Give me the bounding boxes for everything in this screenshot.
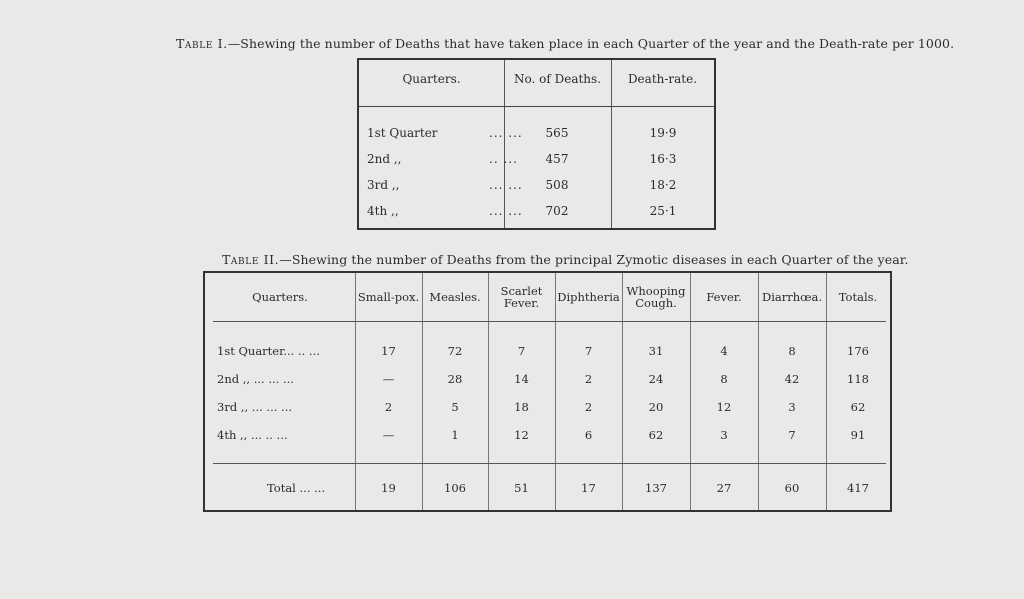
- quarter-label: 1st Quarter... .. ...: [217, 344, 320, 358]
- smallpox-value: 2: [384, 400, 393, 414]
- diphtheria-value: 6: [584, 428, 593, 442]
- table1-caption-prefix: Table I.: [176, 36, 228, 51]
- total-label: Total ... ...: [267, 481, 326, 495]
- rate-value: 18·2: [649, 178, 677, 192]
- table-row: [359, 126, 714, 150]
- scarlet-fever-value: 18: [514, 400, 529, 414]
- table2-header-diphtheria: Diphtheria: [557, 290, 620, 304]
- table2-header-quarters: Quarters.: [252, 290, 308, 304]
- table2-caption: [222, 252, 909, 267]
- leader-dots: .. ...: [489, 152, 518, 166]
- quarter-label: 3rd ,, ... ... ...: [217, 400, 293, 414]
- measles-value: 1: [451, 428, 459, 442]
- scarlet-fever-value: 7: [517, 344, 526, 358]
- table1-header-quarters: Quarters.: [402, 72, 461, 86]
- totals-value: 176: [847, 344, 869, 358]
- fever-value: 12: [716, 400, 732, 414]
- smallpox-value: —: [382, 372, 395, 386]
- quarter-label: 4th ,,: [367, 204, 399, 218]
- measles-total: 106: [444, 481, 466, 495]
- diarrhoea-value: 3: [788, 400, 796, 414]
- quarter-label: 2nd ,, ... ... ...: [217, 372, 294, 386]
- table-row: [359, 178, 714, 202]
- table-row: [359, 204, 714, 228]
- table1-header-rate: Death-rate.: [627, 72, 698, 86]
- zymotic-diseases-table: [203, 271, 892, 512]
- scarlet-fever-value: 14: [514, 372, 529, 386]
- measles-value: 28: [447, 372, 463, 386]
- quarter-label: 2nd ,,: [367, 152, 402, 166]
- deaths-value: 457: [545, 152, 569, 166]
- rate-value: 16·3: [649, 152, 677, 166]
- table2-caption-prefix: Table II.: [222, 252, 280, 267]
- whooping-cough-value: 24: [648, 372, 664, 386]
- grand-total: 417: [847, 481, 869, 495]
- diarrhoea-value: 42: [784, 372, 800, 386]
- diphtheria-total: 17: [581, 481, 596, 495]
- diphtheria-value: 2: [584, 372, 593, 386]
- whooping-cough-value: 62: [648, 428, 664, 442]
- deaths-per-quarter-table: [357, 58, 716, 230]
- table-row: [359, 152, 714, 176]
- leader-dots: ... ...: [489, 126, 523, 140]
- totals-value: 118: [847, 372, 869, 386]
- rate-value: 19·9: [649, 126, 677, 140]
- smallpox-value: —: [382, 428, 395, 442]
- table2-header-scarlet-fever: Scarlet Fever.: [500, 284, 543, 310]
- table2-header-whooping-cough: Whooping Cough.: [626, 284, 686, 310]
- table2-total-rule: [213, 463, 886, 464]
- diphtheria-value: 2: [584, 400, 593, 414]
- whooping-cough-value: 20: [648, 400, 664, 414]
- leader-dots: ... ...: [489, 178, 523, 192]
- fever-total: 27: [716, 481, 732, 495]
- table-row: [205, 372, 890, 396]
- scarlet-fever-total: 51: [514, 481, 529, 495]
- measles-value: 72: [447, 344, 463, 358]
- scarlet-fever-value: 12: [514, 428, 529, 442]
- whooping-cough-total: 137: [645, 481, 667, 495]
- table-row: [205, 428, 890, 452]
- leader-dots: ... ...: [489, 204, 523, 218]
- fever-value: 3: [720, 428, 728, 442]
- totals-value: 62: [850, 400, 866, 414]
- diphtheria-value: 7: [584, 344, 593, 358]
- measles-value: 5: [451, 400, 459, 414]
- table1-header-deaths: No. of Deaths.: [513, 72, 602, 86]
- fever-value: 8: [720, 372, 728, 386]
- diarrhoea-value: 7: [788, 428, 796, 442]
- total-row: [205, 481, 890, 505]
- table2-header-smallpox: Small-pox.: [357, 290, 420, 304]
- deaths-value: 565: [545, 126, 569, 140]
- table1-caption: [176, 36, 954, 51]
- table2-header-measles: Measles.: [429, 290, 481, 304]
- totals-value: 91: [850, 428, 866, 442]
- table-row: [205, 344, 890, 368]
- deaths-value: 702: [545, 204, 569, 218]
- table-row: [205, 400, 890, 424]
- fever-value: 4: [720, 344, 728, 358]
- smallpox-total: 19: [381, 481, 396, 495]
- smallpox-value: 17: [381, 344, 396, 358]
- quarter-label: 1st Quarter: [367, 126, 438, 140]
- whooping-cough-value: 31: [648, 344, 664, 358]
- table2-header-fever: Fever.: [706, 290, 742, 304]
- quarter-label: 3rd ,,: [367, 178, 400, 192]
- table2-header-totals: Totals.: [838, 290, 878, 304]
- table1-header-rule: [359, 106, 714, 107]
- quarter-label: 4th ,, ... .. ...: [217, 428, 288, 442]
- table1-caption-text: —Shewing the number of Deaths that have taken place in each Quarter of the year and the Death-rate per 1000.: [227, 36, 955, 51]
- rate-value: 25·1: [649, 204, 677, 218]
- diarrhoea-total: 60: [784, 481, 800, 495]
- diarrhoea-value: 8: [788, 344, 796, 358]
- table2-header-rule: [213, 321, 886, 322]
- table2-header-diarrhoea: Diarrhœa.: [761, 290, 823, 304]
- table2-caption-text: —Shewing the number of Deaths from the principal Zymotic diseases in each Quarter of the year.: [279, 252, 909, 267]
- deaths-value: 508: [545, 178, 569, 192]
